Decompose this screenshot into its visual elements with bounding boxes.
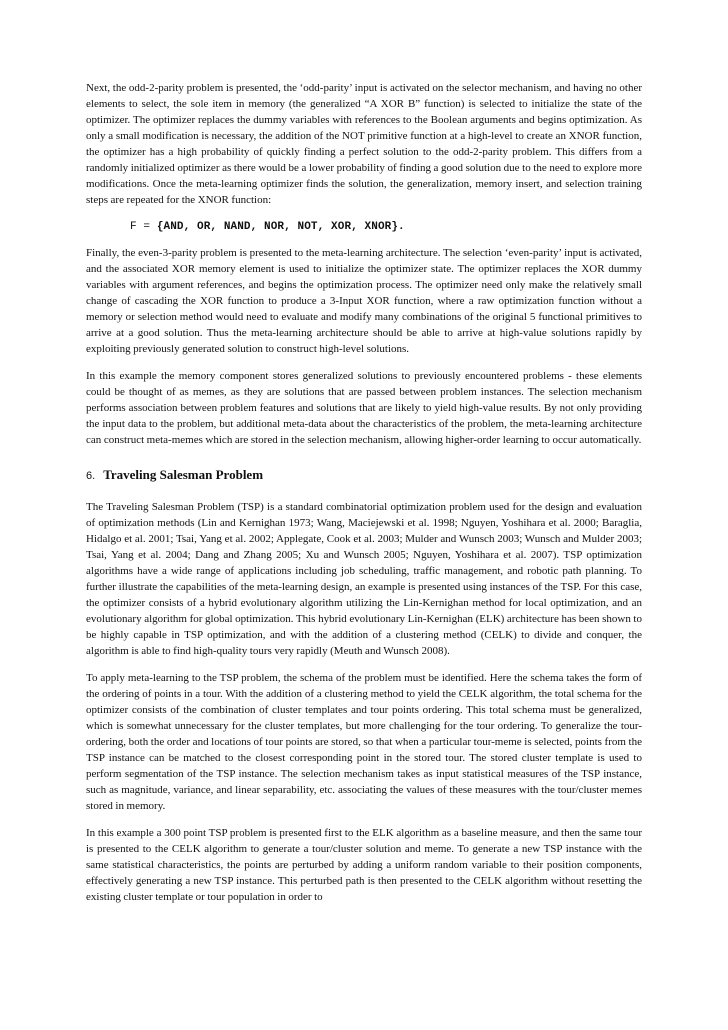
section-number: 6. — [86, 470, 96, 482]
function-set-formula — [130, 219, 642, 235]
paragraph-even-3-parity: Finally, the even-3-parity problem is presented to the meta-learning architecture. The selection ‘even-parity’ input is activated, and the associated XOR memory element is used to initialize the optimizer state. The optimizer replaces the XOR dummy variables with argument references, and begins the optimization process. The optimizer need only make the relatively small change of cascading the XOR function to produce a 3-Input XOR function, where a raw optimization function without a memory or selection method would need to evaluate and modify many combinations of the original 5 functional primitives to arrive at a good solution. Thus the meta-learning architecture should be able to arrive at high-value solutions rapidly by exploiting previously generated solution to construct high-level solutions. — [86, 247, 642, 355]
section-heading — [86, 466, 642, 485]
paragraph-memory-component: In this example the memory component stores generalized solutions to previously encountered problems - these elements could be thought of as memes, as they are solutions that are passed between problem instances. The selection mechanism performs association between problem features and solutions that are likely to yield high-value results. By not only providing the input data to the problem, but additional meta-data about the characteristics of the problem, the meta-learning architecture can construct meta-memes which are stored in the selection mechanism, allowing higher-order learning to occur automatically. — [86, 370, 642, 446]
paragraph-tsp-schema: To apply meta-learning to the TSP problem, the schema of the problem must be identified. Here the schema takes the form of the ordering of points in a tour. With the addition of a clustering method to yield the CELK algorithm, the total schema for the optimizer consists of the combination of cluster templates and tour points ordering. This total schema must be generalized, which is somewhat unnecessary for the cluster templates, but more challenging for the tour ordering. To generalize the tour-ordering, both the order and locations of tour points are stored, so that when a particular tour-meme is selected, points from the TSP instance can be matched to the closest corresponding point in the stored tour. The stored cluster template is used to perform segmentation of the TSP instance. The selection mechanism takes as input statistical measures of the TSP instance, such as magnitude, variance, and linear separability, etc. associating the values of these measures with the tour/cluster memes stored in memory. — [86, 672, 642, 812]
paragraph-tsp-example: In this example a 300 point TSP problem is presented first to the ELK algorithm as a baseline measure, and then the same tour is presented to the CELK algorithm to generate a tour/cluster solution and meme. To generate a new TSP instance with the same statistical characteristics, the points are perturbed by adding a uniform random variable to their position components, effectively generating a new TSP instance. This perturbed path is then presented to the CELK algorithm without resetting the existing cluster template or tour population in order to — [86, 827, 642, 903]
formula-lhs: F = — [130, 221, 151, 233]
paragraph-odd-2-parity: Next, the odd-2-parity problem is presented, the ‘odd-parity’ input is activated on the selector mechanism, and having no other elements to select, the sole item in memory (the generalized “A XOR B” function) is selected to initialize the state of the optimizer. The optimizer replaces the dummy variables with references to the Boolean arguments and begins optimization. As only a small modification is necessary, the addition of the NOT primitive function at a high-level to create an XNOR function, the optimizer has a high probability of quickly finding a perfect solution to the odd-2-parity problem. This differs from a randomly initialized optimizer as there would be a lower probability of finding a good solution due to the need to explore more modifications. Once the meta-learning optimizer finds the solution, the generalization, memory insert, and selection training steps are repeated for the XNOR function: — [86, 82, 642, 206]
section-title: Traveling Salesman Problem — [103, 467, 264, 482]
page-body — [86, 80, 642, 916]
paragraph-tsp-intro: The Traveling Salesman Problem (TSP) is a standard combinatorial optimization problem used for the design and evaluation of optimization methods (Lin and Kernighan 1973; Wang, Maciejewski et al. 1998; Nguyen, Yoshihara et al. 2000; Baraglia, Hidalgo et al. 2001; Tsai, Yang et al. 2002; Applegate, Cook et al. 2003; Mulder and Wunsch 2003; Wunsch and Mulder 2003; Tsai, Yang et al. 2004; Dang and Zhang 2005; Xu and Wunsch 2005; Nguyen, Yoshihara et al. 2007). TSP optimization algorithms have a wide range of applications including job scheduling, traffic management, and robotic path planning. To further illustrate the capabilities of the meta-learning design, an example is presented using instances of the TSP. For this case, the optimizer consists of a hybrid evolutionary algorithm utilizing the Lin-Kernighan method for local optimization, and an evolutionary algorithm for global optimization. This hybrid evolutionary Lin-Kernighan (ELK) architecture has been shown to be highly capable in TSP optimization, and with the addition of a clustering method (CELK) to divide and conquer, the algorithm is able to find high-quality tours very rapidly (Meuth and Wunsch 2008). — [86, 501, 642, 657]
formula-set: {AND, OR, NAND, NOR, NOT, XOR, XNOR}. — [156, 221, 405, 233]
